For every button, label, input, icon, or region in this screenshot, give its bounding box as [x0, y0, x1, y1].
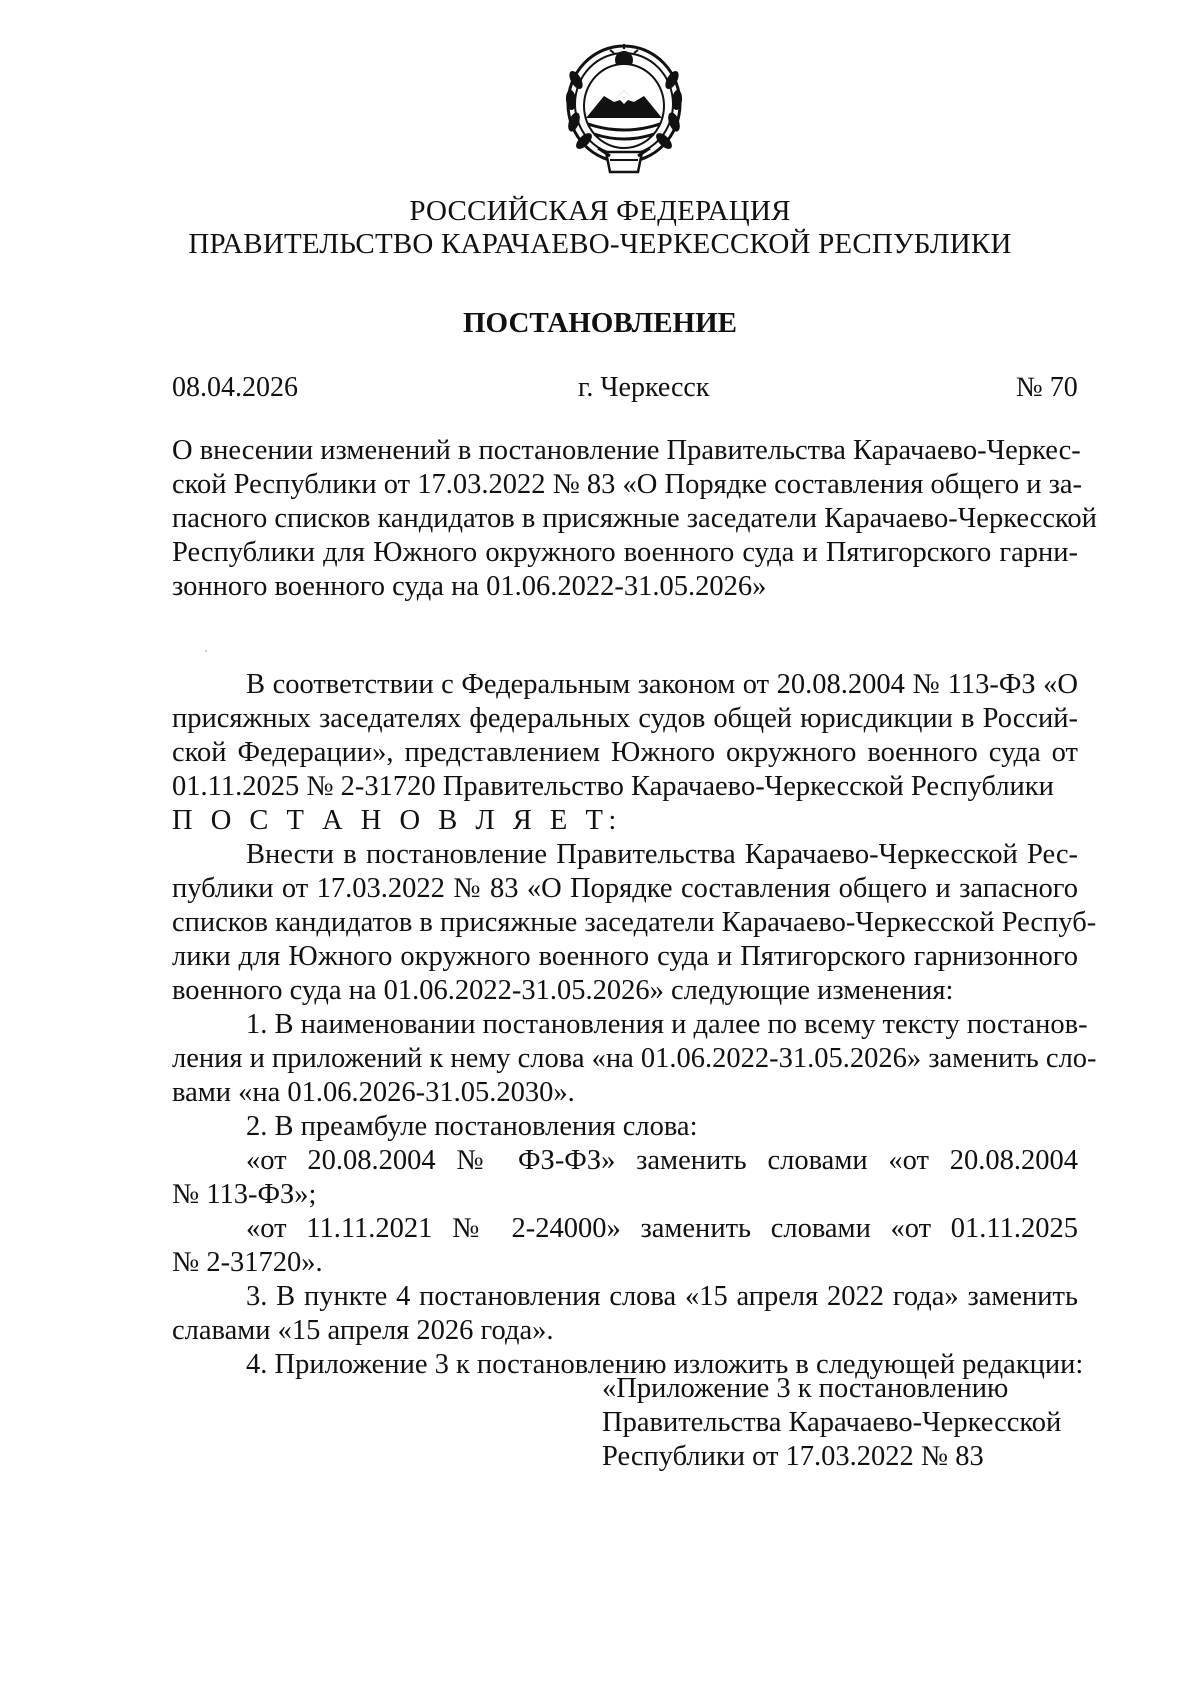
- item2-sub2-line: № 2-31720».: [172, 1247, 323, 1278]
- scan-speck: [205, 650, 207, 652]
- appendix-reference: [602, 1372, 1061, 1474]
- document-type: ПОСТАНОВЛЕНИЕ: [462, 307, 737, 339]
- preamble-line: присяжных заседателях федеральных судов общей юрисдикции в Россий-: [172, 703, 1078, 734]
- subject-line: пасного списков кандидатов в присяжные заседатели Карачаево-Черкесской: [172, 503, 1097, 534]
- intro-line: списков кандидатов в присяжные заседатели Карачаево-Черкесской Респуб-: [172, 907, 1097, 938]
- resolution-body: [172, 838, 1097, 1382]
- item2-sub1-line: «от 20.08.2004 № ФЗ-ФЗ» заменить словами «от 20.08.2004: [246, 1145, 1078, 1176]
- subject-line: зонного военного суда на 01.06.2022-31.05.2026»: [172, 571, 767, 602]
- intro-line: публики от 17.03.2022 № 83 «О Порядке составления общего и запасного: [172, 873, 1078, 904]
- item4-line: 4. Приложение 3 к постановлению изложить в следующей редакции:: [246, 1349, 1084, 1380]
- government-name: ПРАВИТЕЛЬСТВО КАРАЧАЕВО-ЧЕРКЕССКОЙ РЕСПУБЛИКИ: [188, 228, 1012, 260]
- preamble-line: 01.11.2025 № 2-31720 Правительство Карачаево-Черкесской Республики: [172, 771, 1054, 802]
- item3-line: славами «15 апреля 2026 года».: [172, 1315, 554, 1346]
- document-number: № 70: [1016, 372, 1078, 403]
- preamble-line: В соответствии с Федеральным законом от 20.08.2004 № 113-ФЗ «О: [246, 669, 1078, 700]
- item1-line: вами «на 01.06.2026-31.05.2030».: [172, 1077, 575, 1108]
- document-subject: [172, 434, 1097, 604]
- item2-sub2-line: «от 11.11.2021 № 2-24000» заменить словами «от 01.11.2025: [246, 1213, 1078, 1244]
- republic-coat-of-arms-icon: [562, 40, 686, 182]
- intro-line: военного суда на 01.06.2022-31.05.2026» следующие изменения:: [172, 975, 954, 1006]
- preamble-line: ской Федерации», представлением Южного окружного военного суда от: [172, 737, 1078, 768]
- intro-line: Внести в постановление Правительства Карачаево-Черкесской Рес-: [246, 839, 1078, 870]
- subject-line: ской Республики от 17.03.2022 № 83 «О Порядке составления общего и за-: [172, 469, 1082, 500]
- resolves-word: П О С Т А Н О В Л Я Е Т:: [172, 805, 622, 836]
- country-name: РОССИЙСКАЯ ФЕДЕРАЦИЯ: [409, 195, 791, 227]
- item2-title: 2. В преамбуле постановления слова:: [246, 1111, 698, 1142]
- subject-line: Республики для Южного окружного военного суда и Пятигорского гарни-: [172, 537, 1078, 568]
- document-city: г. Черкесск: [578, 372, 710, 403]
- item1-line: 1. В наименовании постановления и далее по всему тексту постанов-: [246, 1009, 1088, 1040]
- item3-line: 3. В пункте 4 постановления слова «15 апреля 2022 года» заменить: [246, 1281, 1078, 1312]
- appendix-line: Правительства Карачаево-Черкесской: [602, 1407, 1062, 1438]
- appendix-line: «Приложение 3 к постановлению: [602, 1373, 1009, 1404]
- intro-line: лики для Южного окружного военного суда и Пятигорского гарнизонного: [172, 941, 1078, 972]
- preamble: [172, 668, 1078, 838]
- item2-sub1-line: № 113-ФЗ»;: [172, 1179, 317, 1210]
- subject-line: О внесении изменений в постановление Правительства Карачаево-Черкес-: [172, 435, 1081, 466]
- item1-line: ления и приложений к нему слова «на 01.06.2022-31.05.2026» заменить сло-: [172, 1043, 1097, 1074]
- appendix-line: Республики от 17.03.2022 № 83: [602, 1441, 984, 1472]
- document-date: 08.04.2026: [172, 372, 298, 403]
